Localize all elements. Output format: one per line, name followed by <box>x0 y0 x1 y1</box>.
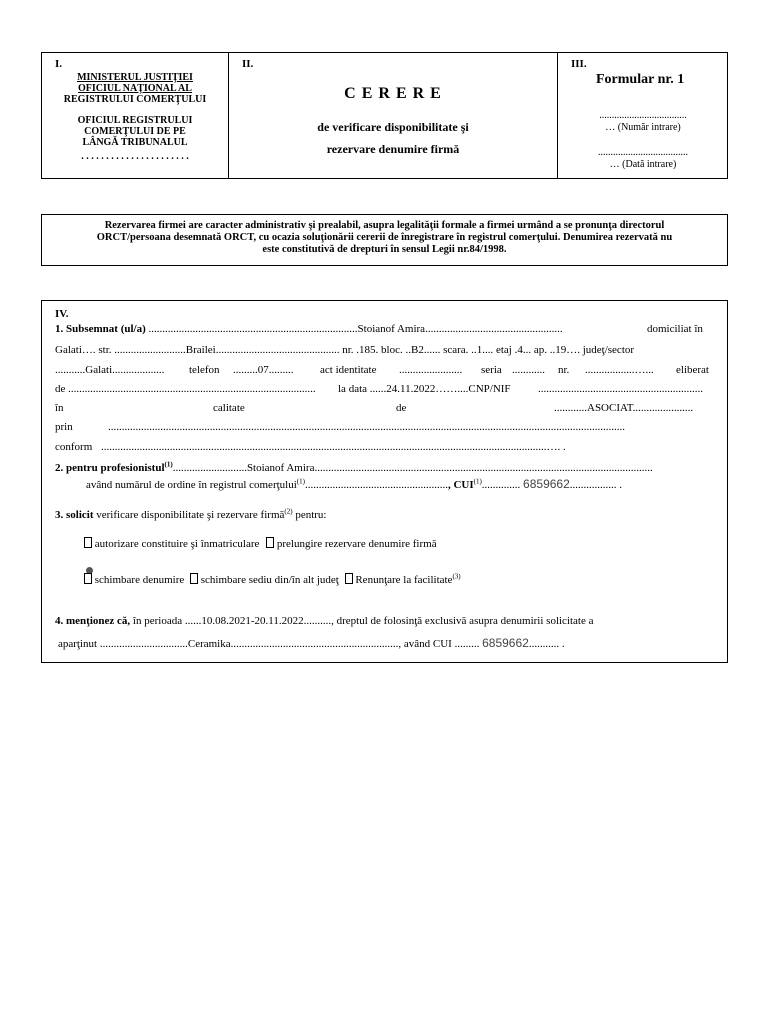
cui-pre: .............. <box>481 479 521 491</box>
professional-label: 2. pentru profesionistul <box>55 462 165 474</box>
domiciliat-label: domiciliat în <box>647 323 703 335</box>
professional-dots-2: ........................................................................................................................... <box>314 462 653 474</box>
registry-label: având numărul de ordine în registrul comerţului <box>86 479 297 491</box>
act-identitate-label: act identitate <box>320 364 377 376</box>
col1-number: I. <box>55 58 63 70</box>
street-value[interactable]: Brailei <box>185 344 216 356</box>
calitate-group <box>554 402 693 414</box>
form-subtitle-1: de verificare disponibilitate şi <box>317 120 469 134</box>
seria-dots: ............ <box>512 364 545 376</box>
professional-sup: (1) <box>164 460 173 469</box>
ministry-name: MINISTERUL JUSTIŢIEI <box>77 72 193 83</box>
subsemnat-label: 1. Subsemnat (ul/a) <box>55 323 146 335</box>
de-dots: .......................................................................................... <box>68 383 316 395</box>
cui-value[interactable]: 6859662 <box>523 477 570 491</box>
prin-label: prin <box>55 421 73 433</box>
entry-date-label: … (Dată intrare) <box>609 159 677 170</box>
notice-line-1: Rezervarea firmei are caracter administrativ şi prealabil, asupra legalităţii formale a firmei urmând a se pronunţa directorul <box>104 220 665 231</box>
form-number: Formular nr. 1 <box>596 72 685 87</box>
solicit-row <box>55 509 326 521</box>
renuntare-sup: (3) <box>452 572 461 581</box>
notice-text <box>42 220 727 256</box>
row-4 <box>55 383 316 395</box>
tribunal-dots: . . . . . . . . . . . . . . . . . . . . . . <box>81 151 189 162</box>
checkbox-prelungire[interactable] <box>266 537 274 548</box>
ap-pre: ... ap. .. <box>522 344 556 356</box>
solicit-sup: (2) <box>284 507 293 516</box>
nr-pre: ............................................. nr. . <box>215 344 360 356</box>
entry-number-dots: ................................... <box>599 110 687 121</box>
conform-dots: ..................................................................................................................................................................…. . <box>101 441 566 453</box>
calitate-value[interactable]: ASOCIAT <box>587 402 633 414</box>
telefon-value[interactable]: 07 <box>257 364 269 376</box>
cui-label: , CUI <box>447 479 474 491</box>
apartinut-row <box>58 636 565 650</box>
notice-line-2: ORCT/persoana desemnată ORCT, cu ocazia soluţionării cererii de înregistrare în registrul comerţului. Denumirea rezervată nu <box>96 232 673 243</box>
option-schimbare-sediu: schimbare sediu din/în alt judeţ <box>200 574 339 586</box>
header-divider-1 <box>228 52 229 179</box>
applicant-name[interactable]: Stoianof Amira <box>357 323 426 335</box>
conform-label: conform <box>55 441 93 453</box>
registry-row <box>86 477 622 491</box>
city-value[interactable]: Galati <box>55 344 82 356</box>
options-row-2 <box>84 573 461 586</box>
row3-pre: ........... <box>55 364 86 376</box>
telefon-label: telefon <box>189 364 220 376</box>
form-title: C E R E R E <box>344 85 442 102</box>
ap-value[interactable]: 19 <box>555 344 567 356</box>
col1-authority <box>42 72 228 162</box>
office-name-1: OFICIUL NAŢIONAL AL <box>78 83 192 94</box>
etaj-pre: .... etaj . <box>482 344 518 356</box>
calitate-label: calitate <box>213 402 245 414</box>
registry-sup: (1) <box>296 477 305 486</box>
checkbox-autorizare[interactable] <box>84 537 92 548</box>
tel-post: ......... <box>268 364 294 376</box>
registry-dots: .................................................... <box>304 479 448 491</box>
cui-2-post: ........... . <box>528 638 565 650</box>
judet-value[interactable]: Galati <box>85 364 113 376</box>
solicit-label: 3. solicit <box>55 509 94 521</box>
cnp-label: CNP/NIF <box>468 383 511 395</box>
bloc-pre: . bloc. .. <box>375 344 411 356</box>
row-2 <box>55 344 634 356</box>
calitate-post: ...................... <box>632 402 694 414</box>
notice-line-3: este constitutivă de drepturi în sensul Legii nr.84/1998. <box>262 244 507 255</box>
cnp-dots: ............................................................ <box>538 383 703 395</box>
options-row-1 <box>84 537 437 550</box>
row3-dots: ................... <box>112 364 165 376</box>
nr-dots: ..................…... <box>585 364 654 376</box>
option-schimbare-denumire: schimbare denumire <box>94 574 185 586</box>
de-label: de <box>55 383 66 395</box>
company-value[interactable]: Ceramika <box>187 638 231 650</box>
scara-value[interactable]: 1 <box>476 344 483 356</box>
tel-pre: ......... <box>233 364 258 376</box>
cui-sup: (1) <box>473 477 482 486</box>
de2-label: de <box>396 402 407 414</box>
street-pre: …. str. .......................... <box>81 344 186 356</box>
col2-number: II. <box>242 58 254 70</box>
seria-label: seria <box>481 364 502 376</box>
row-1 <box>55 323 563 335</box>
eliberat-label: eliberat <box>676 364 709 376</box>
checkbox-schimbare-denumire[interactable] <box>84 573 92 584</box>
cui-post: ................. . <box>569 479 623 491</box>
col3-number: III. <box>571 58 587 70</box>
mentionez-row <box>55 615 594 627</box>
judet-label: …. judeţ/sector <box>566 344 635 356</box>
solicit-text: verificare disponibilitate şi rezervare firmă <box>93 509 285 521</box>
form-subtitle-2: rezervare denumire firmă <box>326 142 460 156</box>
entry-date-dots: .................................... <box>598 147 688 158</box>
name-dots: .................................................. <box>425 323 563 335</box>
subsemnat-dots: ............................................................................ <box>148 323 358 335</box>
in-label: în <box>55 402 64 414</box>
apartinut-label: aparţinut ................................ <box>58 638 188 650</box>
la-data-label: la data ...... <box>338 383 387 395</box>
section-4-number: IV. <box>55 308 69 320</box>
company-post: ............................................................., având CUI ......... <box>230 638 480 650</box>
checkbox-schimbare-sediu[interactable] <box>190 573 198 584</box>
solicit-post: pentru: <box>292 509 327 521</box>
professional-row <box>55 462 653 474</box>
bloc-value[interactable]: B2 <box>411 344 424 356</box>
cnp-pre: …….... <box>435 383 469 395</box>
entry-number-label: … (Număr intrare) <box>605 122 681 133</box>
prin-dots: ............................................................................................................................................................................................ <box>108 421 625 433</box>
option-prelungire: prelungire rezervare denumire firmă <box>276 538 437 550</box>
calitate-pre: ............ <box>554 402 587 414</box>
nr-label: nr. <box>558 364 570 376</box>
nr-value[interactable]: 185 <box>359 344 376 356</box>
checkbox-renuntare[interactable] <box>345 573 353 584</box>
row-4-b <box>338 383 511 395</box>
period-pre: în perioada ...... <box>130 615 202 627</box>
period-post: .........., dreptul de folosinţă exclusivă asupra denumirii solicitate a <box>303 615 594 627</box>
date-value[interactable]: 24.11.2022 <box>386 383 436 395</box>
office-name-2: REGISTRULUI COMERŢULUI <box>63 94 207 105</box>
row-3-a <box>55 364 164 376</box>
option-renuntare: Renunţare la facilitate <box>355 574 453 586</box>
etaj-value[interactable]: 4 <box>517 344 523 356</box>
sub-office-2: COMERŢULUI DE PE <box>84 126 186 137</box>
sub-office-1: OFICIUL REGISTRULUI <box>77 115 193 126</box>
professional-dots: ........................... <box>172 462 247 474</box>
period-value[interactable]: 10.08.2021-20.11.2022 <box>201 615 304 627</box>
act-dots: ....................... <box>399 364 463 376</box>
mentionez-label: 4. menţionez că, <box>55 615 131 627</box>
option-autorizare: autorizare constituire şi înmatriculare <box>94 538 260 550</box>
scara-pre: ...... scara. .. <box>423 344 477 356</box>
sub-office-3: LÂNGĂ TRIBUNALUL <box>82 137 188 148</box>
professional-name[interactable]: Stoianof Amira <box>246 462 315 474</box>
cui-2-value[interactable]: 6859662 <box>482 636 529 650</box>
telefon-group <box>233 364 294 376</box>
